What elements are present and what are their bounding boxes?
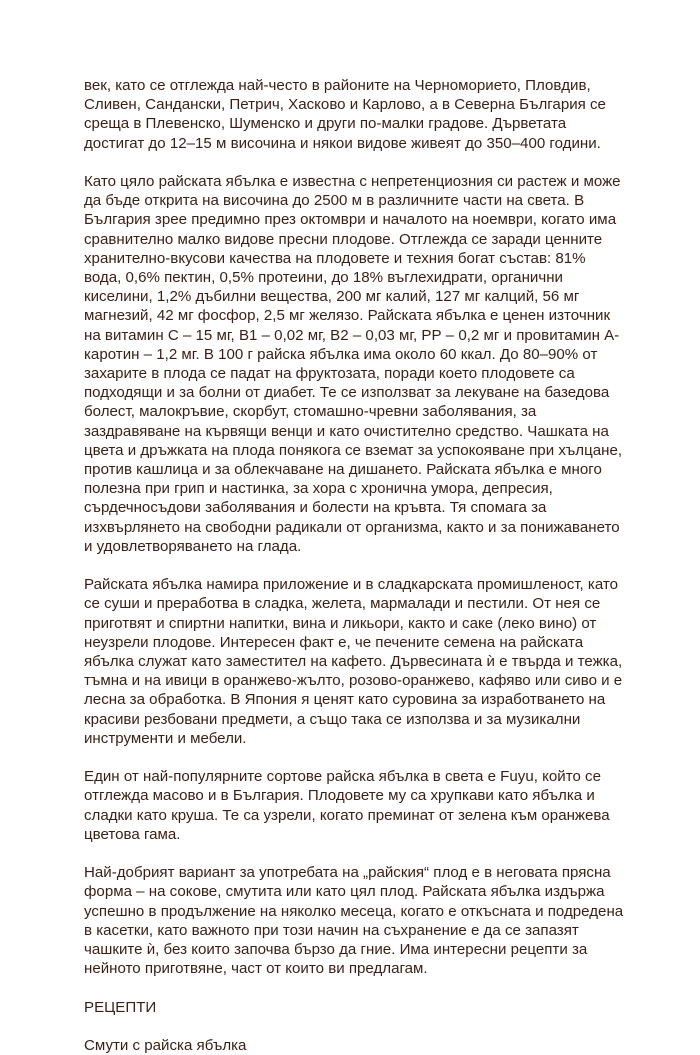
section-heading: РЕЦЕПТИ (84, 998, 157, 1016)
paragraph-fuyu-variety: Един от най-популярните сортове райска ябълка в света е Fuyu, който се отглежда масово и в България. Плодовете му са хрупкави като ябълка и сладки като круша. Те са узрели, когато преминат от зелена към оранжева цветова гама. (84, 768, 610, 843)
paragraph-storage: Най-добрият вариант за употребата на „райския“ плод е в неговата прясна форма – на сокове, смутита или като цял плод. Райската ябълка издържа успешно в продължение на няколко месеца, когато е откъсната и подредена в касетки, като важното при този начин на съхранение е да се запазят чашките ѝ, без които започва бързо да гние. Има интересни рецепти за нейното приготвяне, част от които ви предлагам. (84, 864, 624, 978)
document-body (84, 76, 624, 1055)
paragraph-uses: Райската ябълка намира приложение и в сладкарската промишленост, като се суши и преработва в сладка, желета, мармалади и пестили. От нея се приготвят и спиртни напитки, вина и ликьори, както и саке (леко вино) от неузрели плодове. Интересен факт е, че печените семена на райската ябълка служат като заместител на кафето. Дървесината ѝ е твърда и тежка, тъмна и на ивици в оранжево-жълто, розово-оранжево, кафяво или сиво и е лесна за обработка. В Япония я ценят като суровина за изработването на красиви резбовани предмети, а също така се използва и за музикални инструменти и мебели. (84, 576, 623, 747)
recipe-title: Смути с райска ябълка (84, 1037, 247, 1055)
paragraph-intro-regions: век, като се отглежда най-често в районите на Черноморието, Пловдив, Сливен, Сандански, Петрич, Хасково и Карлово, а в Северна България се среща в Плевенско, Шуменско и други по-малки градове. Дърветата достигат до 12–15 м височина и някои видове живеят до 350–400 години. (84, 77, 606, 152)
paragraph-nutrition: Като цяло райската ябълка е известна с непретенциозния си растеж и може да бъде открита на височина до 2500 м в различните части на света. В България зрее предимно през октомври и началото на ноември, когато има сравнително малко видове пресни плодове. Отглежда се заради ценните хранително-вкусови качества на плодовете и техния богат състав: 81% вода, 0,6% пектин, 0,5% протеини, до 18% въглехидрати, органични киселини, 1,2% дъбилни вещества, 200 мг калий, 127 мг калций, 56 мг магнезий, 42 мг фосфор, 2,5 мг желязо. Райската ябълка е ценен източник на витамин С – 15 мг, В1 – 0,02 мг, В2 – 0,03 мг, РР – 0,2 мг и провитамин А-каротин – 1,2 мг. В 100 г райска ябълка има около 60 ккал. До 80–90% от захарите в плода се падат на фруктозата, поради което плодовете са подходящи и за болни от диабет. Те се използват за лекуване на базедова болест, малокръвие, скорбут, стомашно-чревни заболявания, за заздравяване на кървящи венци и като очистително средство. Чашката на цвета и дръжката на плода понякога се вземат за успокояване при хълцане, против кашлица и за облекчаване на дишането. Райската ябълка е много полезна при грип и настинка, за хора с хронична умора, депресия, сърдечносъдови заболявания и болести на кръвта. Тя спомага за изхвърлянето на свободни радикали от организма, както и за понижаването и удовлетворяването на глада. (84, 173, 623, 555)
